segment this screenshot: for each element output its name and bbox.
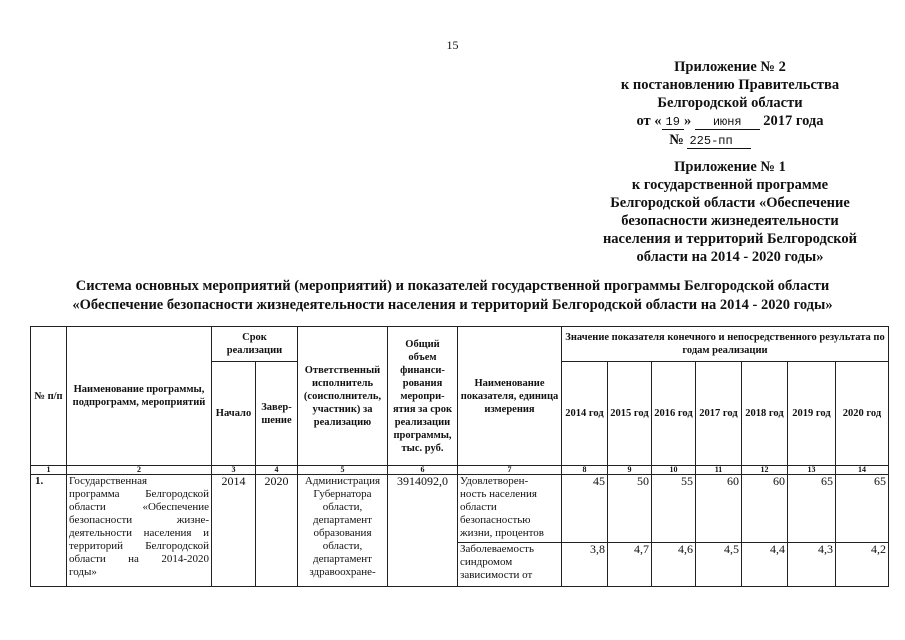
indicator-name-cell bbox=[458, 475, 562, 543]
measures-table bbox=[30, 326, 889, 587]
row-responsible-line: области, bbox=[322, 501, 363, 513]
appendix-1-line-3: безопасности жизнедеятельности bbox=[621, 213, 839, 229]
indicator-value-2017: 60 bbox=[696, 475, 742, 543]
column-number: 2 bbox=[67, 466, 212, 475]
indicator-name-line: синдромом bbox=[460, 556, 513, 568]
row-responsible-line: образования bbox=[313, 527, 372, 539]
header-end: Завер-шение bbox=[256, 362, 298, 466]
indicator-name-line: безопасностью bbox=[460, 514, 531, 526]
row-start: 2014 bbox=[212, 475, 256, 587]
header-name: Наименование программы, подпрограмм, мероприятий bbox=[67, 327, 212, 466]
indicator-name-cell bbox=[458, 543, 562, 587]
row-num: 1. bbox=[31, 475, 67, 587]
appendix-2-number bbox=[560, 131, 900, 150]
column-number: 14 bbox=[836, 466, 889, 475]
appendix-1-line-2: Белгородской области «Обеспечение bbox=[610, 195, 850, 211]
indicator-value-2018: 60 bbox=[742, 475, 788, 543]
date-mid: » bbox=[683, 113, 692, 129]
appendix-1-block bbox=[560, 158, 900, 266]
column-number: 13 bbox=[788, 466, 836, 475]
appendix-2-line-2: Белгородской области bbox=[657, 95, 803, 111]
header-year-2014: 2014 год bbox=[562, 362, 608, 466]
appendix-2-title: Приложение № 2 bbox=[674, 59, 786, 75]
document-title-line-1: Система основных мероприятий (мероприятий) и показателей государственной программы Белгородской области bbox=[75, 278, 830, 294]
header-volume: Общий объем финанси-рования меропри-ятия за срок реализации программы, тыс. руб. bbox=[388, 327, 458, 466]
column-number: 7 bbox=[458, 466, 562, 475]
row-volume: 3914092,0 bbox=[388, 475, 458, 587]
row-name-line: области «Обеспечение bbox=[69, 501, 209, 513]
date-prefix: от « bbox=[636, 113, 662, 129]
date-month: июня bbox=[695, 115, 760, 130]
row-name-cell bbox=[67, 475, 212, 587]
appendix-2-date bbox=[560, 112, 900, 131]
row-responsible-cell bbox=[298, 475, 388, 587]
column-number: 6 bbox=[388, 466, 458, 475]
row-responsible-line: области, bbox=[322, 540, 363, 552]
row-name-line: Государственная bbox=[69, 475, 148, 487]
header-start: Начало bbox=[212, 362, 256, 466]
indicator-value-2020: 4,2 bbox=[836, 543, 889, 587]
indicator-value-2014: 3,8 bbox=[562, 543, 608, 587]
indicator-name-line: Заболеваемость bbox=[460, 543, 534, 555]
indicator-value-2020: 65 bbox=[836, 475, 889, 543]
indicator-value-2015: 4,7 bbox=[608, 543, 652, 587]
header-responsible: Ответственный исполнитель (соисполнитель, участник) за реализацию bbox=[298, 327, 388, 466]
document-title-line-2: «Обеспечение безопасности жизнедеятельности населения и территорий Белгородской области на 2014 - 2020 годы» bbox=[72, 297, 833, 313]
row-responsible-line: здравоохране- bbox=[309, 566, 376, 578]
indicator-value-2019: 4,3 bbox=[788, 543, 836, 587]
column-number: 9 bbox=[608, 466, 652, 475]
row-name-line: области на 2014-2020 bbox=[69, 553, 209, 565]
row-name-line: территорий Белгородской bbox=[69, 540, 209, 552]
appendix-1-line-1: к государственной программе bbox=[631, 177, 829, 193]
column-number: 4 bbox=[256, 466, 298, 475]
header-year-2019: 2019 год bbox=[788, 362, 836, 466]
appendix-1-line-4: населения и территорий Белгородской bbox=[602, 231, 858, 247]
header-year-2017: 2017 год bbox=[696, 362, 742, 466]
indicator-value-2016: 55 bbox=[652, 475, 696, 543]
column-number: 8 bbox=[562, 466, 608, 475]
row-responsible-line: департамент bbox=[313, 514, 372, 526]
header-year-2020: 2020 год bbox=[836, 362, 889, 466]
number-value: 225-пп bbox=[687, 134, 750, 149]
indicator-name-line: зависимости от bbox=[460, 569, 533, 581]
header-year-2015: 2015 год bbox=[608, 362, 652, 466]
indicator-value-2017: 4,5 bbox=[696, 543, 742, 587]
row-responsible-line: Губернатора bbox=[313, 488, 372, 500]
indicator-name-line: жизни, процентов bbox=[460, 527, 545, 539]
column-number: 1 bbox=[31, 466, 67, 475]
appendix-1-line-5: области на 2014 - 2020 годы» bbox=[636, 249, 824, 265]
row-name-line: годы» bbox=[69, 566, 97, 578]
header-year-2016: 2016 год bbox=[652, 362, 696, 466]
header-values-group: Значение показателя конечного и непосредственного результата по годам реализации bbox=[562, 327, 889, 362]
row-name-line: безопасности жизне- bbox=[69, 514, 209, 526]
document-title bbox=[0, 277, 905, 315]
number-prefix: № bbox=[669, 132, 684, 148]
indicator-name-line: ность населения bbox=[460, 488, 537, 500]
appendix-2-line-1: к постановлению Правительства bbox=[620, 77, 840, 93]
appendix-1-title: Приложение № 1 bbox=[674, 159, 786, 175]
indicator-name-line: Удовлетворен- bbox=[460, 475, 529, 487]
header-year-2018: 2018 год bbox=[742, 362, 788, 466]
indicator-value-2014: 45 bbox=[562, 475, 608, 543]
indicator-value-2018: 4,4 bbox=[742, 543, 788, 587]
indicator-value-2015: 50 bbox=[608, 475, 652, 543]
column-numbers-row bbox=[31, 466, 889, 475]
column-number: 5 bbox=[298, 466, 388, 475]
header-term: Срок реализации bbox=[212, 327, 298, 362]
column-number: 10 bbox=[652, 466, 696, 475]
date-day: 19 bbox=[662, 115, 684, 130]
column-number: 12 bbox=[742, 466, 788, 475]
header-indicator: Наименование показателя, единица измерения bbox=[458, 327, 562, 466]
column-number: 11 bbox=[696, 466, 742, 475]
page-number: 15 bbox=[446, 38, 459, 52]
indicator-name-line: области bbox=[460, 501, 497, 513]
header-num: № п/п bbox=[31, 327, 67, 466]
date-suffix: 2017 года bbox=[763, 113, 824, 129]
row-responsible-line: Администрация bbox=[304, 475, 381, 487]
column-number: 3 bbox=[212, 466, 256, 475]
row-end: 2020 bbox=[256, 475, 298, 587]
row-responsible-line: департамент bbox=[313, 553, 372, 565]
appendix-2-block bbox=[560, 58, 900, 150]
row-name-line: деятельности населения и bbox=[69, 527, 209, 539]
table-row bbox=[31, 475, 889, 543]
indicator-value-2016: 4,6 bbox=[652, 543, 696, 587]
row-name-line: программа Белгородской bbox=[69, 488, 209, 500]
indicator-value-2019: 65 bbox=[788, 475, 836, 543]
